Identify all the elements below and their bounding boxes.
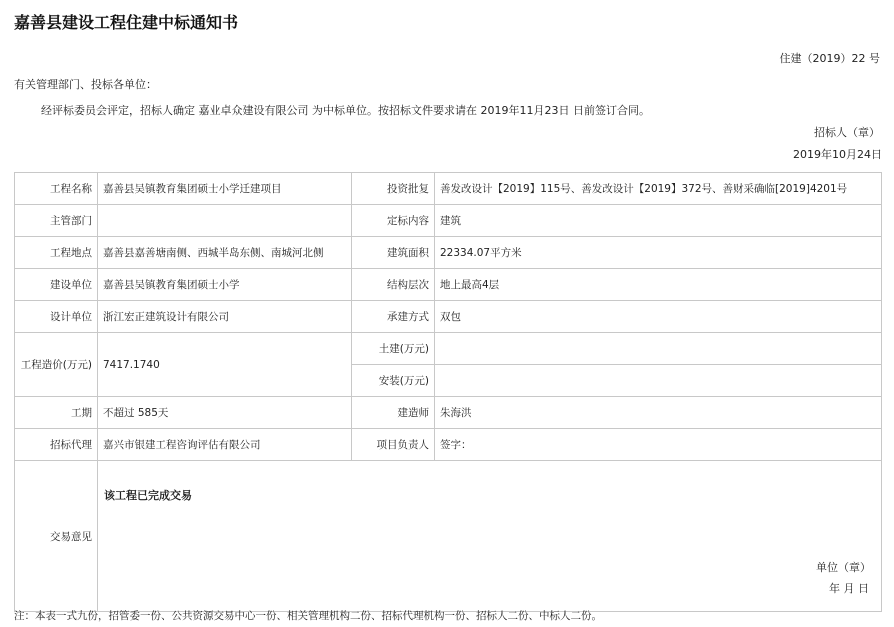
contract-mode-label: 承建方式 — [352, 301, 435, 333]
builder-label: 建设单位 — [15, 269, 98, 301]
agent-value: 嘉兴市银建工程咨询评估有限公司 — [98, 429, 352, 461]
period-label: 工期 — [15, 397, 98, 429]
table-row — [15, 333, 882, 365]
investment-approval-label: 投资批复 — [352, 173, 435, 205]
install-value — [435, 365, 882, 397]
location-value: 嘉善县嘉善塘南侧、西城半岛东侧、南城河北侧 — [98, 237, 352, 269]
table-row — [15, 461, 882, 612]
project-manager-value: 签字： — [435, 429, 882, 461]
addressee: 有关管理部门、投标各单位： — [14, 78, 157, 91]
supervisor-value — [98, 205, 352, 237]
agent-label: 招标代理 — [15, 429, 98, 461]
footer-note: 注：本表一式九份，招管委一份、公共资源交易中心一份、相关管理机构二份、招标代理机构一份、招标人二份、中标人二份。 — [14, 610, 602, 622]
table-row — [15, 397, 882, 429]
builder-value: 嘉善县吴镇教育集团硕士小学 — [98, 269, 352, 301]
page-title: 嘉善县建设工程住建中标通知书 — [14, 13, 239, 32]
deal-opinion-text: 该工程已完成交易 — [104, 489, 192, 502]
architect-value: 朱海洪 — [435, 397, 882, 429]
civil-label: 土建(万元) — [352, 333, 435, 365]
table-row — [15, 301, 882, 333]
table-row — [15, 269, 882, 301]
document-number: 住建（2019）22 号 — [779, 52, 880, 65]
table-row — [15, 429, 882, 461]
install-label: 安装(万元) — [352, 365, 435, 397]
signer: 招标人（章） — [814, 126, 880, 139]
project-name-label: 工程名称 — [15, 173, 98, 205]
notice-date: 2019年10月24日 — [793, 148, 882, 161]
investment-approval-value: 善发改设计【2019】115号、善发改设计【2019】372号、善财采确临[2019]4201号 — [435, 173, 882, 205]
project-manager-label: 项目负责人 — [352, 429, 435, 461]
bid-content-label: 定标内容 — [352, 205, 435, 237]
area-label: 建筑面积 — [352, 237, 435, 269]
table-row — [15, 205, 882, 237]
period-value: 不超过 585天 — [98, 397, 352, 429]
deal-opinion-cell — [98, 461, 882, 612]
location-label: 工程地点 — [15, 237, 98, 269]
notice-body: 经评标委员会评定，招标人确定 嘉业卓众建设有限公司 为中标单位。按招标文件要求请在 2019年11月23日 日前签订合同。 — [41, 104, 650, 117]
contract-mode-value: 双包 — [435, 301, 882, 333]
structure-label: 结构层次 — [352, 269, 435, 301]
civil-value — [435, 333, 882, 365]
deal-unit-seal: 单位（章） — [816, 561, 871, 574]
designer-label: 设计单位 — [15, 301, 98, 333]
supervisor-label: 主管部门 — [15, 205, 98, 237]
info-table — [14, 172, 882, 612]
architect-label: 建造师 — [352, 397, 435, 429]
deal-date: 年 月 日 — [829, 582, 869, 595]
deal-opinion-label: 交易意见 — [15, 461, 98, 612]
cost-label: 工程造价(万元) — [15, 333, 98, 397]
cost-value: 7417.1740 — [98, 333, 352, 397]
table-row — [15, 237, 882, 269]
designer-value: 浙江宏正建筑设计有限公司 — [98, 301, 352, 333]
project-name-value: 嘉善县吴镇教育集团硕士小学迁建项目 — [98, 173, 352, 205]
bid-content-value: 建筑 — [435, 205, 882, 237]
structure-value: 地上最高4层 — [435, 269, 882, 301]
table-row — [15, 173, 882, 205]
area-value: 22334.07平方米 — [435, 237, 882, 269]
